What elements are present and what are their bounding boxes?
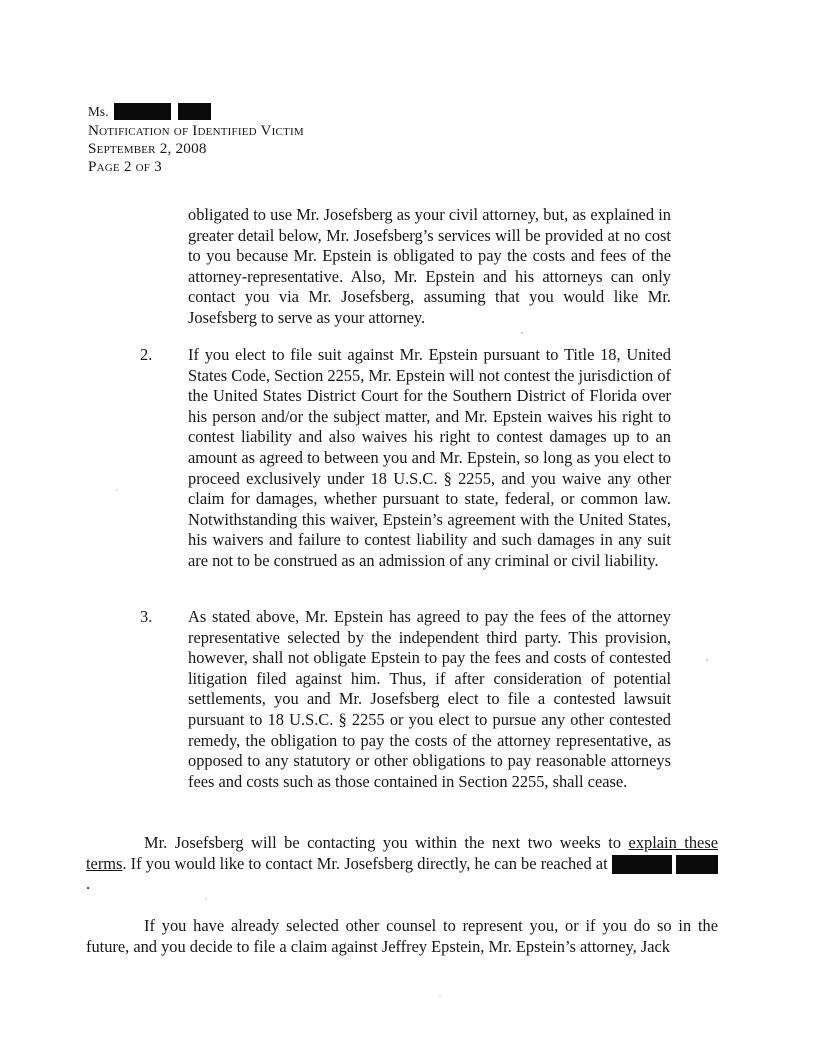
recipient-prefix: Ms. <box>88 104 109 119</box>
continuation-paragraph: obligated to use Mr. Josefsberg as your civil attorney, but, as explained in greater detail below, Mr. Josefsberg’s services will be provided at no cost to you because Mr. Epstein is obligated to pay the costs and fees of the attorney-representative. Also, Mr. Epstein and his attorneys can only contact you via Mr. Josefsberg, assuming that you would like Mr. Josefsberg to serve as your attorney. <box>188 205 671 327</box>
underlined-text: explain these terms <box>86 833 718 873</box>
page-number: Page 2 of 3 <box>88 158 162 175</box>
contact-text-part3: . <box>86 874 91 894</box>
final-paragraph-text: If you have already selected other counsel to represent you, or if you do so in the future, and you decide to file a claim against Jeffrey Epstein, Mr. Epstein’s attorney, Jack <box>86 916 718 956</box>
letter-date: September 2, 2008 <box>88 140 207 157</box>
contact-text-part2: . If you would like to contact Mr. Josefsberg directly, he can be reached at <box>122 853 608 873</box>
item-paragraph: As stated above, Mr. Epstein has agreed to pay the fees of the attorney representative selected by the independent third party. This provision, however, shall not obligate Epstein to pay the fees and costs of contested litigation filed against him. Thus, if after consideration of potential settlements, you and Mr. Josefsberg elect to file a contested lawsuit pursuant to 18 U.S.C. § 2255 or you elect to pursue any other contested remedy, the obligation to pay the costs of the attorney representative, as opposed to any statutory or other obligations to pay reasonable attorneys fees and costs such as those contained in Section 2255, shall cease. <box>188 607 671 791</box>
item-number: 3. <box>140 607 153 626</box>
item-number: 2. <box>140 345 153 364</box>
contact-text-part1: Mr. Josefsberg will be contacting you within the next two weeks to explain these terms <box>86 833 718 873</box>
letter-subject: Notification of Identified Victim <box>88 122 304 139</box>
item-paragraph: If you elect to file suit against Mr. Epstein pursuant to Title 18, United States Code, Section 2255, Mr. Epstein will not contest the jurisdiction of the United States District Court for the Southern District of Florida over his person and/or the subject matter, and Mr. Epstein waives his right to contest liability and also waives his right to contest damages up to an amount as agreed to between you and Mr. Epstein, so long as you elect to proceed exclusively under 18 U.S.C. § 2255, and you waive any other claim for damages, whether pursuant to state, federal, or common law. Notwithstanding this waiver, Epstein’s agreement with the United States, his waivers and failure to contest liability and such damages in any suit are not to be construed as an admission of any criminal or civil liability. <box>188 345 671 570</box>
